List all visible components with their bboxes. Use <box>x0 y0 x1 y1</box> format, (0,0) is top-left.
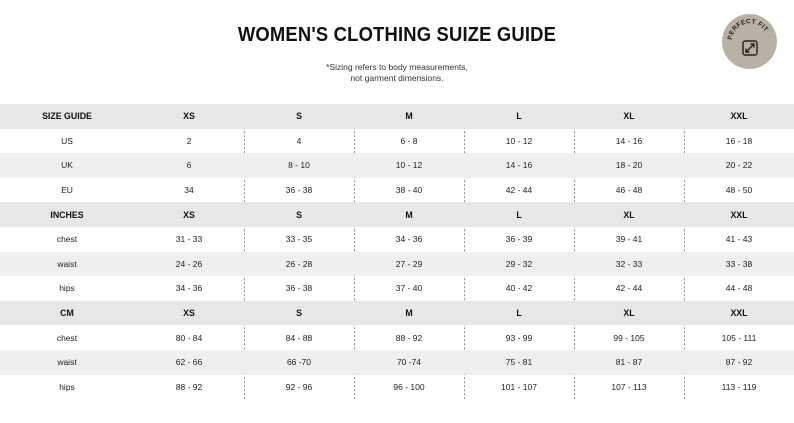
size-cell: 34 - 36 <box>354 227 464 252</box>
table-row <box>0 178 794 203</box>
size-column-header: L <box>464 202 574 227</box>
size-cell: 26 - 28 <box>244 252 354 277</box>
size-cell: 46 - 48 <box>574 178 684 203</box>
size-cell: 16 - 18 <box>684 129 794 154</box>
size-cell: 14 - 16 <box>464 153 574 178</box>
size-column-header: M <box>354 202 464 227</box>
row-label: chest <box>56 332 78 343</box>
size-column-header: L <box>464 104 574 129</box>
table-row <box>0 325 794 350</box>
size-cell: 70 -74 <box>354 350 464 375</box>
size-cell: 20 - 22 <box>684 153 794 178</box>
size-cell: 92 - 96 <box>244 375 354 400</box>
row-label: waist <box>0 252 134 277</box>
size-cell: 10 - 12 <box>354 153 464 178</box>
table-row <box>0 375 794 400</box>
sizing-note-line-2: not garment dimensions. <box>350 73 444 83</box>
size-column-header: XL <box>574 301 684 326</box>
table-row <box>0 153 794 178</box>
size-cell: 105 - 111 <box>684 325 794 350</box>
size-cell: 31 - 33 <box>175 234 203 245</box>
svg-text:PERFECT FIT <box>727 18 769 40</box>
size-cell: 75 - 81 <box>464 350 574 375</box>
size-column-header: M <box>354 104 464 129</box>
perfect-fit-badge-graphic <box>722 14 777 69</box>
size-cell: 113 - 119 <box>684 375 794 400</box>
size-column-header: S <box>244 301 354 326</box>
size-cell: 36 - 38 <box>244 276 354 301</box>
size-cell: 87 - 92 <box>684 350 794 375</box>
table-row <box>0 252 794 277</box>
size-cell: 93 - 99 <box>464 325 574 350</box>
size-cell: 41 - 43 <box>684 227 794 252</box>
section-header-label: CM <box>0 301 134 326</box>
size-column-header: XXL <box>684 301 794 326</box>
size-column-header: XXL <box>684 104 794 129</box>
size-cell: 44 - 48 <box>684 276 794 301</box>
size-column-header: XS <box>134 104 244 129</box>
size-cell: 18 - 20 <box>574 153 684 178</box>
size-cell: 84 - 88 <box>244 325 354 350</box>
size-column-header: XXL <box>684 202 794 227</box>
row-label: waist <box>0 350 134 375</box>
table-row <box>0 350 794 375</box>
size-cell: 81 - 87 <box>574 350 684 375</box>
size-cell: 14 - 16 <box>574 129 684 154</box>
row-label: UK <box>0 153 134 178</box>
size-cell: 8 - 10 <box>244 153 354 178</box>
size-column-header: L <box>464 301 574 326</box>
size-cell: 39 - 41 <box>574 227 684 252</box>
page-title: WOMEN'S CLOTHING SUIZE GUIDE <box>237 24 557 46</box>
table-row <box>0 129 794 154</box>
row-label: hips <box>59 381 75 392</box>
size-cell: 88 - 92 <box>175 381 203 392</box>
size-cell: 33 - 35 <box>244 227 354 252</box>
size-cell: 36 - 38 <box>244 178 354 203</box>
size-cell: 34 <box>184 185 194 196</box>
size-column-header: XS <box>134 301 244 326</box>
table-row <box>0 227 794 252</box>
size-cell: 80 - 84 <box>175 332 203 343</box>
size-column-header: S <box>244 202 354 227</box>
size-cell: 6 <box>134 153 244 178</box>
size-cell: 29 - 32 <box>464 252 574 277</box>
size-cell: 42 - 44 <box>464 178 574 203</box>
row-label: EU <box>61 185 73 196</box>
size-cell: 107 - 113 <box>574 375 684 400</box>
size-cell: 4 <box>244 129 354 154</box>
size-column-header: XL <box>574 202 684 227</box>
size-cell: 37 - 40 <box>354 276 464 301</box>
size-cell: 101 - 107 <box>464 375 574 400</box>
size-cell: 27 - 29 <box>354 252 464 277</box>
size-cell: 2 <box>186 135 192 146</box>
size-column-header: XL <box>574 104 684 129</box>
size-cell: 99 - 105 <box>574 325 684 350</box>
size-cell: 62 - 66 <box>134 350 244 375</box>
size-cell: 42 - 44 <box>574 276 684 301</box>
size-column-header: S <box>244 104 354 129</box>
size-cell: 38 - 40 <box>354 178 464 203</box>
section-header-label: INCHES <box>0 202 134 227</box>
size-cell: 66 -70 <box>244 350 354 375</box>
size-cell: 34 - 36 <box>175 283 203 294</box>
size-cell: 96 - 100 <box>354 375 464 400</box>
size-guide-table <box>0 104 794 399</box>
size-cell: 40 - 42 <box>464 276 574 301</box>
size-cell: 33 - 38 <box>684 252 794 277</box>
sizing-note-line-1: *Sizing refers to body measurements, <box>326 62 468 72</box>
section-header-row <box>0 202 794 227</box>
section-header-label: SIZE GUIDE <box>0 104 134 129</box>
size-cell: 88 - 92 <box>354 325 464 350</box>
size-cell: 10 - 12 <box>464 129 574 154</box>
size-cell: 32 - 33 <box>574 252 684 277</box>
sizing-note <box>0 62 794 84</box>
row-label: chest <box>56 234 78 245</box>
row-label: hips <box>59 283 75 294</box>
resize-arrows-icon <box>743 41 757 55</box>
size-cell: 24 - 26 <box>134 252 244 277</box>
row-label: US <box>61 135 73 146</box>
perfect-fit-badge <box>722 14 777 69</box>
size-cell: 6 - 8 <box>354 129 464 154</box>
size-column-header: M <box>354 301 464 326</box>
size-column-header: XS <box>134 202 244 227</box>
section-header-row <box>0 104 794 129</box>
size-cell: 36 - 39 <box>464 227 574 252</box>
table-row <box>0 276 794 301</box>
section-header-row <box>0 301 794 326</box>
badge-label: PERFECT FIT <box>726 18 770 41</box>
size-cell: 48 - 50 <box>684 178 794 203</box>
